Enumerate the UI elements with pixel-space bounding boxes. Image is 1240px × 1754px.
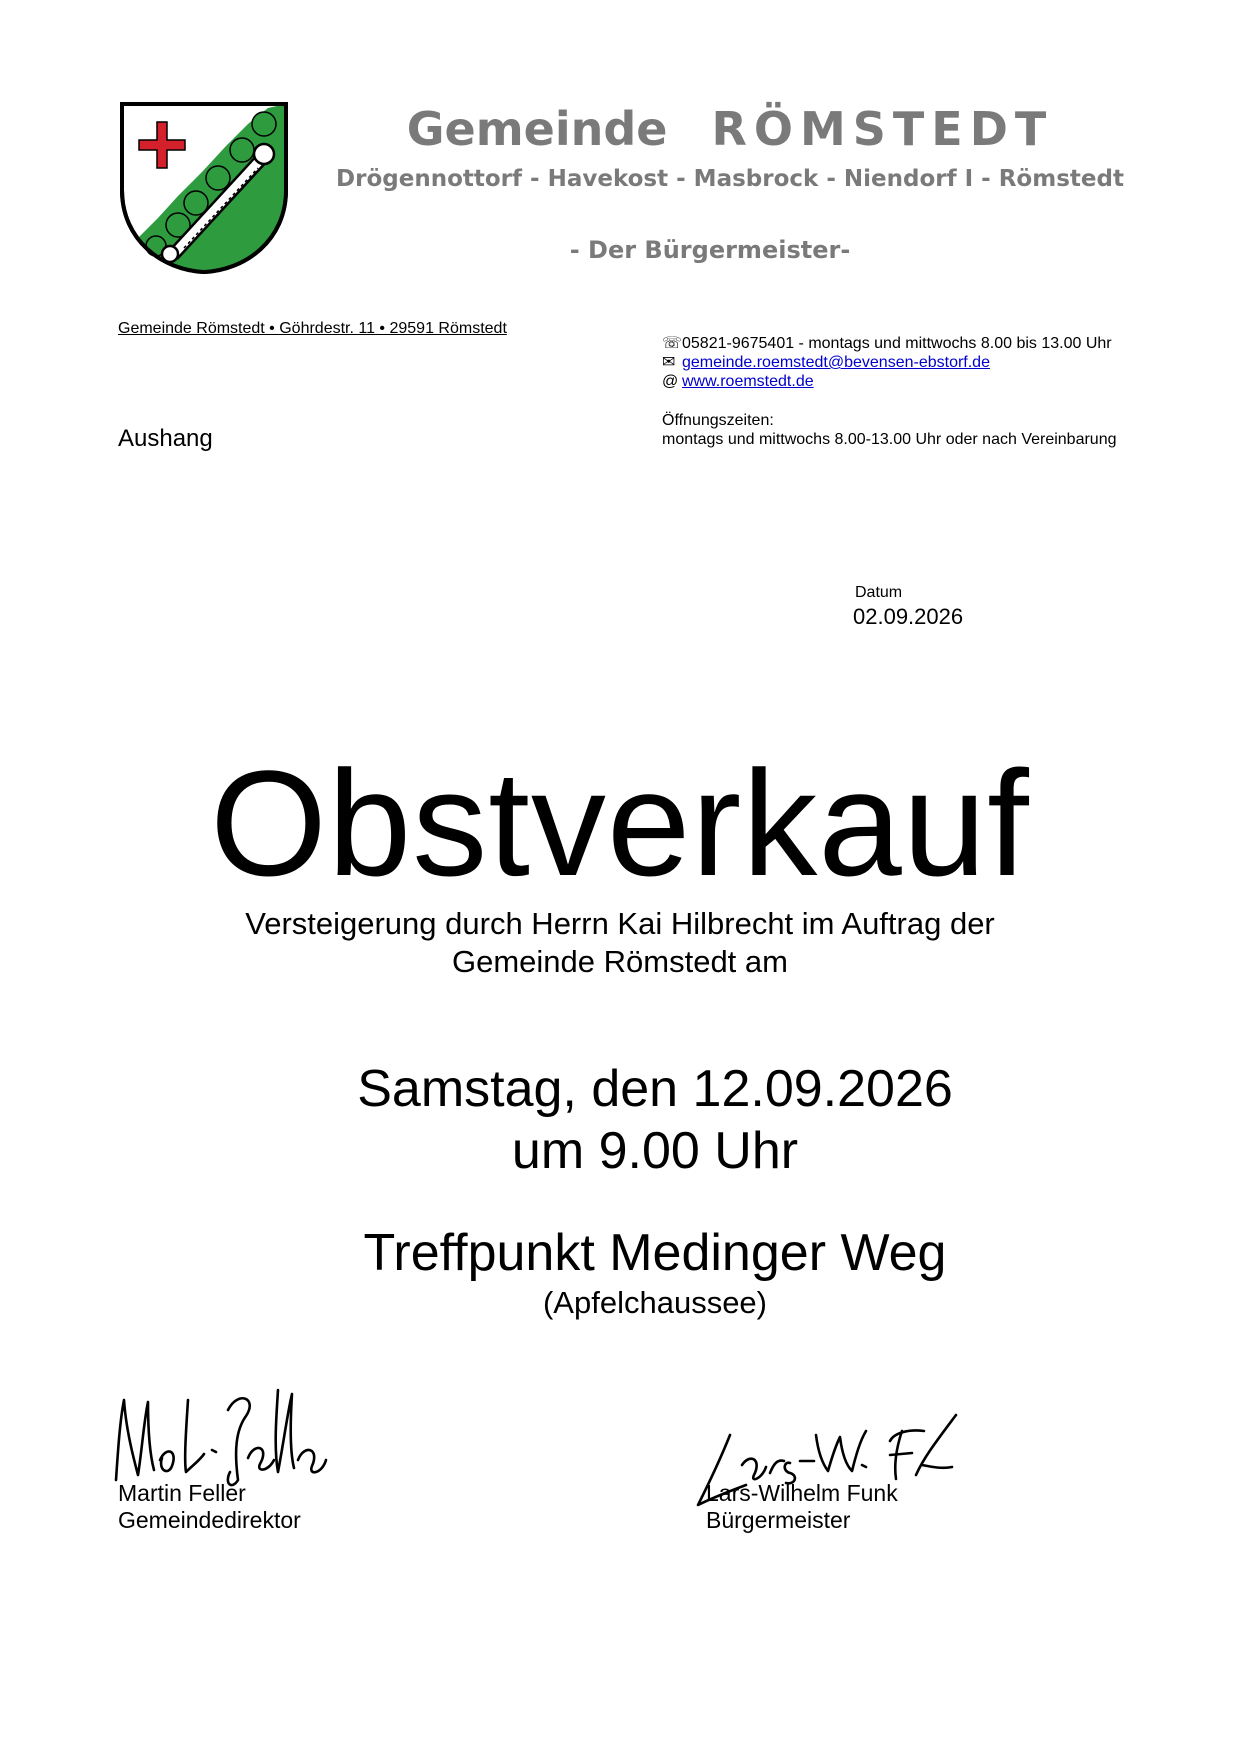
hours-text: montags und mittwochs 8.00-13.00 Uhr oder nach Vereinbarung <box>662 431 1117 448</box>
document-type: Aushang <box>118 425 213 452</box>
website-link[interactable]: www.roemstedt.de <box>682 373 814 390</box>
subline-1: Versteigerung durch Herrn Kai Hilbrecht im Auftrag der <box>245 906 995 941</box>
opening-hours <box>662 411 1117 449</box>
title-place: RÖMSTEDT <box>711 102 1054 156</box>
meeting-point: Treffpunkt Medinger Weg <box>363 1224 947 1282</box>
notice-subline <box>120 905 1120 981</box>
date-label: Datum <box>855 584 903 601</box>
event-datetime <box>255 1058 1055 1182</box>
email-link[interactable]: gemeinde.roemstedt@bevensen-ebstorf.de <box>682 354 990 371</box>
date-value: 02.09.2026 <box>853 604 964 629</box>
municipality-title <box>290 102 1170 156</box>
phone-icon: ☏ <box>662 335 683 352</box>
notice-headline: Obstverkauf <box>210 739 1030 907</box>
signer-right <box>706 1480 898 1534</box>
envelope-icon: ✉ <box>662 354 676 371</box>
sender-address: Gemeinde Römstedt • Göhrdestr. 11 • 29591 Römstedt <box>118 320 507 337</box>
signer-name: Lars-Wilhelm Funk <box>706 1480 898 1506</box>
subline-2: Gemeinde Römstedt am <box>452 944 788 979</box>
email-row <box>662 353 1112 372</box>
villages-line: Drögennottorf - Havekost - Masbrock - Niendorf I - Römstedt <box>336 166 1124 192</box>
signer-title: Gemeindedirektor <box>118 1507 301 1533</box>
contact-block <box>662 334 1112 391</box>
phone-text: 05821-9675401 - montags und mittwochs 8.00 bis 13.00 Uhr <box>682 335 1112 352</box>
signer-name: Martin Feller <box>118 1480 246 1506</box>
hours-label: Öffnungszeiten: <box>662 412 774 429</box>
web-symbol: @ <box>662 373 679 390</box>
web-row <box>662 372 1112 391</box>
phone-row <box>662 334 1112 353</box>
coat-of-arms-icon <box>118 100 290 275</box>
signer-left <box>118 1480 301 1534</box>
signer-title: Bürgermeister <box>706 1507 851 1533</box>
role-line: - Der Bürgermeister- <box>569 236 851 264</box>
title-prefix: Gemeinde <box>406 102 668 156</box>
meeting-note: (Apfelchaussee) <box>542 1285 767 1320</box>
event-time: um 9.00 Uhr <box>511 1122 799 1180</box>
event-day: Samstag, den 12.09.2026 <box>357 1060 953 1118</box>
